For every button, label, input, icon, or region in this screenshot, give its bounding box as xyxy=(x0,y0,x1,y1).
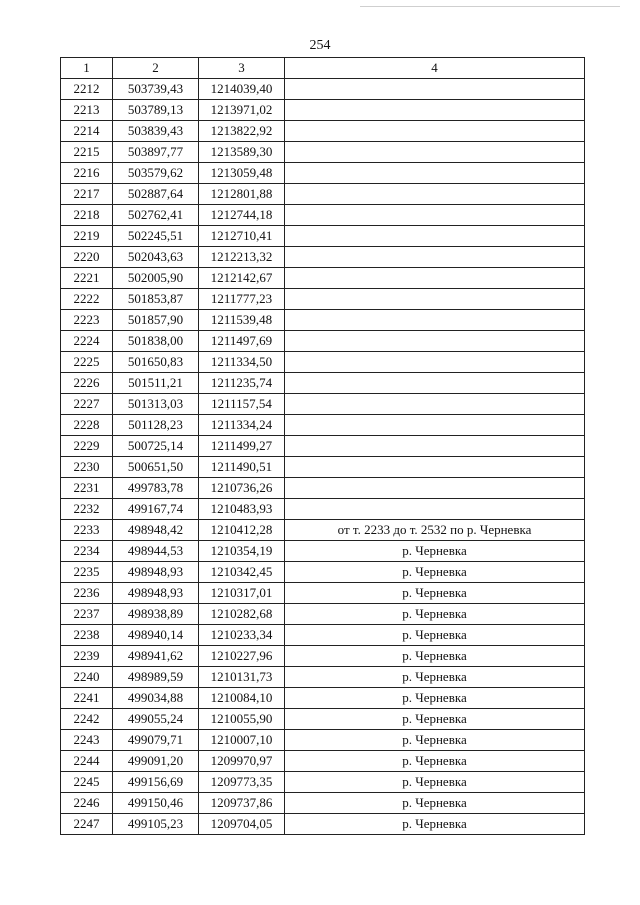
table-row xyxy=(61,583,585,604)
x-coordinate-cell: 499079,71 xyxy=(113,730,199,751)
table-row xyxy=(61,646,585,667)
description-cell: р. Черневка xyxy=(285,688,585,709)
description-cell xyxy=(285,415,585,436)
y-coordinate-cell: 1213589,30 xyxy=(199,142,285,163)
y-coordinate-cell: 1210084,10 xyxy=(199,688,285,709)
description-cell xyxy=(285,226,585,247)
y-coordinate-cell: 1209773,35 xyxy=(199,772,285,793)
description-cell xyxy=(285,163,585,184)
point-number-cell: 2237 xyxy=(61,604,113,625)
x-coordinate-cell: 498941,62 xyxy=(113,646,199,667)
description-cell xyxy=(285,268,585,289)
x-coordinate-cell: 503739,43 xyxy=(113,79,199,100)
point-number-cell: 2229 xyxy=(61,436,113,457)
x-coordinate-cell: 501511,21 xyxy=(113,373,199,394)
table-row xyxy=(61,79,585,100)
y-coordinate-cell: 1211235,74 xyxy=(199,373,285,394)
x-coordinate-cell: 499167,74 xyxy=(113,499,199,520)
header-cell-1: 1 xyxy=(61,58,113,79)
y-coordinate-cell: 1210055,90 xyxy=(199,709,285,730)
table-row xyxy=(61,457,585,478)
table-row xyxy=(61,793,585,814)
y-coordinate-cell: 1210736,26 xyxy=(199,478,285,499)
table-row xyxy=(61,331,585,352)
description-cell: р. Черневка xyxy=(285,541,585,562)
point-number-cell: 2215 xyxy=(61,142,113,163)
point-number-cell: 2224 xyxy=(61,331,113,352)
table-row xyxy=(61,667,585,688)
description-cell: от т. 2233 до т. 2532 по р. Черневка xyxy=(285,520,585,541)
table-row xyxy=(61,814,585,835)
y-coordinate-cell: 1211539,48 xyxy=(199,310,285,331)
header-row xyxy=(61,58,585,79)
point-number-cell: 2216 xyxy=(61,163,113,184)
x-coordinate-cell: 502005,90 xyxy=(113,268,199,289)
x-coordinate-cell: 501857,90 xyxy=(113,310,199,331)
table-row xyxy=(61,100,585,121)
header-cell-4: 4 xyxy=(285,58,585,79)
table-row xyxy=(61,709,585,730)
y-coordinate-cell: 1211490,51 xyxy=(199,457,285,478)
description-cell: р. Черневка xyxy=(285,772,585,793)
table-row xyxy=(61,436,585,457)
y-coordinate-cell: 1212744,18 xyxy=(199,205,285,226)
point-number-cell: 2240 xyxy=(61,667,113,688)
table-row xyxy=(61,415,585,436)
y-coordinate-cell: 1212142,67 xyxy=(199,268,285,289)
y-coordinate-cell: 1213059,48 xyxy=(199,163,285,184)
y-coordinate-cell: 1212801,88 xyxy=(199,184,285,205)
y-coordinate-cell: 1210342,45 xyxy=(199,562,285,583)
x-coordinate-cell: 503839,43 xyxy=(113,121,199,142)
table-row xyxy=(61,625,585,646)
description-cell xyxy=(285,184,585,205)
table-header xyxy=(61,58,585,79)
x-coordinate-cell: 501838,00 xyxy=(113,331,199,352)
point-number-cell: 2239 xyxy=(61,646,113,667)
point-number-cell: 2213 xyxy=(61,100,113,121)
y-coordinate-cell: 1214039,40 xyxy=(199,79,285,100)
x-coordinate-cell: 499091,20 xyxy=(113,751,199,772)
point-number-cell: 2223 xyxy=(61,310,113,331)
description-cell xyxy=(285,499,585,520)
point-number-cell: 2225 xyxy=(61,352,113,373)
table-row xyxy=(61,352,585,373)
description-cell: р. Черневка xyxy=(285,730,585,751)
x-coordinate-cell: 503789,13 xyxy=(113,100,199,121)
x-coordinate-cell: 503897,77 xyxy=(113,142,199,163)
x-coordinate-cell: 498989,59 xyxy=(113,667,199,688)
point-number-cell: 2214 xyxy=(61,121,113,142)
table-row xyxy=(61,247,585,268)
table-body xyxy=(61,79,585,835)
table-row xyxy=(61,562,585,583)
y-coordinate-cell: 1210233,34 xyxy=(199,625,285,646)
y-coordinate-cell: 1213971,02 xyxy=(199,100,285,121)
x-coordinate-cell: 499150,46 xyxy=(113,793,199,814)
point-number-cell: 2233 xyxy=(61,520,113,541)
x-coordinate-cell: 498948,93 xyxy=(113,562,199,583)
table-row xyxy=(61,226,585,247)
x-coordinate-cell: 498948,93 xyxy=(113,583,199,604)
description-cell xyxy=(285,121,585,142)
description-cell xyxy=(285,478,585,499)
y-coordinate-cell: 1210007,10 xyxy=(199,730,285,751)
point-number-cell: 2245 xyxy=(61,772,113,793)
description-cell xyxy=(285,247,585,268)
y-coordinate-cell: 1209737,86 xyxy=(199,793,285,814)
y-coordinate-cell: 1211497,69 xyxy=(199,331,285,352)
point-number-cell: 2219 xyxy=(61,226,113,247)
description-cell xyxy=(285,373,585,394)
y-coordinate-cell: 1211334,50 xyxy=(199,352,285,373)
y-coordinate-cell: 1213822,92 xyxy=(199,121,285,142)
description-cell xyxy=(285,457,585,478)
x-coordinate-cell: 499055,24 xyxy=(113,709,199,730)
description-cell: р. Черневка xyxy=(285,709,585,730)
x-coordinate-cell: 503579,62 xyxy=(113,163,199,184)
y-coordinate-cell: 1210317,01 xyxy=(199,583,285,604)
y-coordinate-cell: 1210412,28 xyxy=(199,520,285,541)
x-coordinate-cell: 498944,53 xyxy=(113,541,199,562)
table-row xyxy=(61,730,585,751)
point-number-cell: 2242 xyxy=(61,709,113,730)
point-number-cell: 2227 xyxy=(61,394,113,415)
table-row xyxy=(61,478,585,499)
x-coordinate-cell: 501853,87 xyxy=(113,289,199,310)
description-cell xyxy=(285,436,585,457)
table-row xyxy=(61,163,585,184)
point-number-cell: 2232 xyxy=(61,499,113,520)
point-number-cell: 2226 xyxy=(61,373,113,394)
x-coordinate-cell: 500651,50 xyxy=(113,457,199,478)
description-cell xyxy=(285,142,585,163)
description-cell xyxy=(285,79,585,100)
description-cell xyxy=(285,331,585,352)
point-number-cell: 2218 xyxy=(61,205,113,226)
table-row xyxy=(61,520,585,541)
description-cell: р. Черневка xyxy=(285,646,585,667)
x-coordinate-cell: 499034,88 xyxy=(113,688,199,709)
point-number-cell: 2222 xyxy=(61,289,113,310)
coordinates-table xyxy=(60,57,585,835)
point-number-cell: 2221 xyxy=(61,268,113,289)
description-cell xyxy=(285,394,585,415)
y-coordinate-cell: 1210354,19 xyxy=(199,541,285,562)
table-row xyxy=(61,394,585,415)
description-cell xyxy=(285,310,585,331)
table-row xyxy=(61,751,585,772)
description-cell xyxy=(285,205,585,226)
y-coordinate-cell: 1211157,54 xyxy=(199,394,285,415)
description-cell: р. Черневка xyxy=(285,562,585,583)
y-coordinate-cell: 1210483,93 xyxy=(199,499,285,520)
table-row xyxy=(61,310,585,331)
point-number-cell: 2231 xyxy=(61,478,113,499)
y-coordinate-cell: 1211334,24 xyxy=(199,415,285,436)
table-row xyxy=(61,184,585,205)
description-cell xyxy=(285,352,585,373)
point-number-cell: 2247 xyxy=(61,814,113,835)
y-coordinate-cell: 1210131,73 xyxy=(199,667,285,688)
table-row xyxy=(61,121,585,142)
description-cell: р. Черневка xyxy=(285,667,585,688)
description-cell: р. Черневка xyxy=(285,814,585,835)
table-row xyxy=(61,541,585,562)
point-number-cell: 2238 xyxy=(61,625,113,646)
header-cell-3: 3 xyxy=(199,58,285,79)
table-row xyxy=(61,688,585,709)
x-coordinate-cell: 502887,64 xyxy=(113,184,199,205)
y-coordinate-cell: 1209970,97 xyxy=(199,751,285,772)
table-row xyxy=(61,373,585,394)
description-cell xyxy=(285,100,585,121)
description-cell: р. Черневка xyxy=(285,583,585,604)
point-number-cell: 2220 xyxy=(61,247,113,268)
point-number-cell: 2244 xyxy=(61,751,113,772)
x-coordinate-cell: 502245,51 xyxy=(113,226,199,247)
table-row xyxy=(61,289,585,310)
y-coordinate-cell: 1212710,41 xyxy=(199,226,285,247)
x-coordinate-cell: 498940,14 xyxy=(113,625,199,646)
x-coordinate-cell: 501128,23 xyxy=(113,415,199,436)
y-coordinate-cell: 1210227,96 xyxy=(199,646,285,667)
point-number-cell: 2228 xyxy=(61,415,113,436)
scan-artifact-line xyxy=(360,6,620,7)
point-number-cell: 2234 xyxy=(61,541,113,562)
x-coordinate-cell: 498938,89 xyxy=(113,604,199,625)
point-number-cell: 2243 xyxy=(61,730,113,751)
table-row xyxy=(61,499,585,520)
point-number-cell: 2212 xyxy=(61,79,113,100)
x-coordinate-cell: 499105,23 xyxy=(113,814,199,835)
point-number-cell: 2235 xyxy=(61,562,113,583)
description-cell: р. Черневка xyxy=(285,751,585,772)
point-number-cell: 2217 xyxy=(61,184,113,205)
x-coordinate-cell: 500725,14 xyxy=(113,436,199,457)
point-number-cell: 2230 xyxy=(61,457,113,478)
point-number-cell: 2246 xyxy=(61,793,113,814)
description-cell xyxy=(285,289,585,310)
y-coordinate-cell: 1212213,32 xyxy=(199,247,285,268)
description-cell: р. Черневка xyxy=(285,604,585,625)
header-cell-2: 2 xyxy=(113,58,199,79)
x-coordinate-cell: 502043,63 xyxy=(113,247,199,268)
table-row xyxy=(61,604,585,625)
table-row xyxy=(61,772,585,793)
y-coordinate-cell: 1210282,68 xyxy=(199,604,285,625)
y-coordinate-cell: 1211499,27 xyxy=(199,436,285,457)
x-coordinate-cell: 499783,78 xyxy=(113,478,199,499)
x-coordinate-cell: 499156,69 xyxy=(113,772,199,793)
x-coordinate-cell: 498948,42 xyxy=(113,520,199,541)
page-number: 254 xyxy=(309,38,331,53)
x-coordinate-cell: 502762,41 xyxy=(113,205,199,226)
point-number-cell: 2236 xyxy=(61,583,113,604)
description-cell: р. Черневка xyxy=(285,625,585,646)
table-row xyxy=(61,142,585,163)
description-cell: р. Черневка xyxy=(285,793,585,814)
x-coordinate-cell: 501313,03 xyxy=(113,394,199,415)
point-number-cell: 2241 xyxy=(61,688,113,709)
x-coordinate-cell: 501650,83 xyxy=(113,352,199,373)
y-coordinate-cell: 1211777,23 xyxy=(199,289,285,310)
table-row xyxy=(61,205,585,226)
y-coordinate-cell: 1209704,05 xyxy=(199,814,285,835)
table-row xyxy=(61,268,585,289)
